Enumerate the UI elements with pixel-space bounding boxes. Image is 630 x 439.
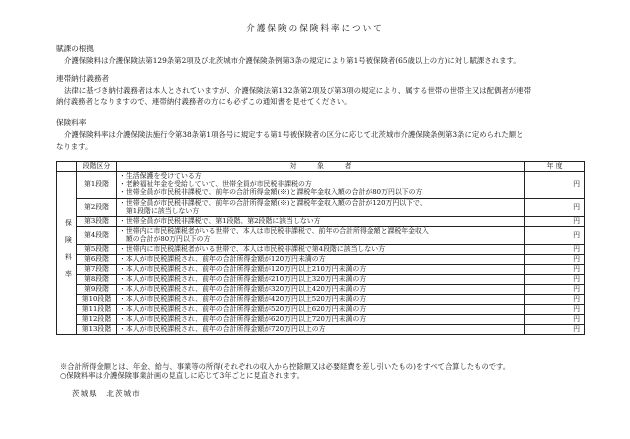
table-body [57, 172, 585, 335]
table-row [57, 217, 585, 227]
target-line: ・世帯全員が市民税非課税で、前年の合計所得金額(※)と課税年金収入額の合計が80万円以下の方 [119, 187, 423, 196]
amount-cell: 円 [525, 227, 585, 245]
page-title: 介護保険の保険料率について [246, 24, 384, 34]
stage-cell: 第9段階 [77, 285, 117, 295]
target-cell [117, 227, 525, 245]
stage-cell: 第13段階 [77, 325, 117, 335]
table-row [57, 295, 585, 305]
header-target: 対 象 者 [117, 162, 525, 172]
table-row [57, 172, 585, 199]
amount-cell: 円 [525, 265, 585, 275]
amount-cell: 円 [525, 275, 585, 285]
stage-cell: 第6段階 [77, 255, 117, 265]
target-cell [117, 217, 525, 227]
header-year: 年 度 [525, 162, 585, 172]
stage-cell: 第5段階 [77, 245, 117, 255]
target-line: ・世帯内に市民税課税者がいる世帯で、本人は市民税非課税で、前年の合計所得金額と課税年金収入 [119, 226, 429, 235]
target-line: ・世帯内に市民税課税者がいる世帯で、本人は市民税非課税で第4段階に該当しない方 [119, 244, 386, 253]
amount-cell: 円 [525, 285, 585, 295]
footnote-revision: ○保険料率は介護保険事業計画の見直しに応じて3年ごとに見直されます。 [60, 371, 304, 381]
amount-cell: 円 [525, 217, 585, 227]
target-line: ・本人が市民税課税され、前年の合計所得金額が210万円以上320万円未満の方 [119, 274, 367, 283]
section-body-rate-line1: 介護保険料率は介護保険法施行令第38条第1項各号に規定する第1号被保険者の区分に応じて北茨城市介護保険条例第3条に定められた額と [64, 130, 524, 139]
table-row [57, 227, 585, 245]
table-row [57, 315, 585, 325]
stage-cell: 第3段階 [77, 217, 117, 227]
issuer-signature: 茨城県 北茨城市 [72, 389, 141, 398]
target-cell [117, 285, 525, 295]
table-row [57, 265, 585, 275]
table-corner [57, 162, 77, 172]
table-row [57, 305, 585, 315]
amount-cell: 円 [525, 325, 585, 335]
amount-cell: 円 [525, 305, 585, 315]
amount-cell: 円 [525, 255, 585, 265]
target-cell [117, 245, 525, 255]
target-line: ・世帯全員が市民税非課税で、第1段階、第2段階に該当しない方 [119, 216, 321, 225]
target-line: ・本人が市民税課税され、前年の合計所得金額が120万円以上210万円未満の方 [119, 264, 367, 273]
amount-cell: 円 [525, 199, 585, 217]
table-row [57, 285, 585, 295]
section-body-joint-liability-line2: 納付義務者となりますので、連帯納付義務者の方にも必ずこの通知書を見せてください。 [56, 97, 352, 106]
section-heading-rate: 保険料率 [56, 118, 87, 127]
section-body-rate-line2: なります。 [56, 142, 93, 151]
stage-cell: 第7段階 [77, 265, 117, 275]
stage-cell: 第2段階 [77, 199, 117, 217]
stage-cell: 第8段階 [77, 275, 117, 285]
target-line: ・本人が市民税課税され、前年の合計所得金額が320万円以上420万円未満の方 [119, 284, 367, 293]
target-cell [117, 315, 525, 325]
table-row [57, 255, 585, 265]
amount-cell: 円 [525, 295, 585, 305]
amount-cell: 円 [525, 245, 585, 255]
target-cell [117, 172, 525, 199]
section-heading-joint-liability: 連帯納付義務者 [56, 74, 110, 83]
stage-cell: 第10段階 [77, 295, 117, 305]
section-body-basis: 介護保険料は介護保険法第129条第2項及び北茨城市介護保険条例第3条の規定により第1号被保険者(65歳以上の方)に対し賦課されます。 [64, 56, 521, 65]
target-line: ・老齢福祉年金を受給していて、世帯全員が市民税非課税の方 [119, 180, 312, 189]
table-row [57, 325, 585, 335]
premium-rate-table [56, 161, 585, 335]
footnote-income: ※合計所得金額とは、年金、給与、事業等の所得(それぞれの収入から控除額又は必要経費を差し引いたもの)をすべて合算したものです。 [60, 362, 511, 371]
table-row [57, 245, 585, 255]
stage-cell: 第11段階 [77, 305, 117, 315]
amount-cell: 円 [525, 172, 585, 199]
target-cell [117, 305, 525, 315]
target-line: 額の合計が80万円以下の方 [119, 234, 211, 243]
target-line: ・本人が市民税課税され、前年の合計所得金額が420万円以上520万円未満の方 [119, 294, 367, 303]
table-row [57, 199, 585, 217]
target-cell [117, 295, 525, 305]
target-line: ・本人が市民税課税され、前年の合計所得金額が620万円以上720万円未満の方 [119, 314, 367, 323]
footnotes [60, 362, 510, 380]
table-row [57, 275, 585, 285]
target-line: 第1段階に該当しない方 [119, 206, 200, 215]
target-cell [117, 265, 525, 275]
target-cell [117, 275, 525, 285]
target-line: ・本人が市民税課税され、前年の合計所得金額が520万円以上620万円未満の方 [119, 304, 367, 313]
target-line: ・世帯全員が市民税非課税で、前年の合計所得金額(※)と課税年金収入額の合計が120万円以下で、 [119, 198, 427, 207]
target-line: ・生活保護を受けている方 [119, 172, 202, 181]
target-cell [117, 325, 525, 335]
stage-cell: 第12段階 [77, 315, 117, 325]
target-cell [117, 255, 525, 265]
side-label: 保険料率 [57, 172, 77, 335]
target-line: ・本人が市民税課税され、前年の合計所得金額が720万円以上の方 [119, 324, 326, 333]
header-stage: 段階区分 [77, 162, 117, 172]
amount-cell: 円 [525, 315, 585, 325]
section-body-joint-liability-line1: 法律に基づき納付義務者は本人とされていますが、介護保険法第132条第2項及び第3項の規定により、属する世帯の世帯主又は配偶者が連帯 [64, 86, 531, 95]
section-heading-basis: 賦課の根拠 [56, 44, 94, 53]
target-line: ・本人が市民税課税され、前年の合計所得金額が120万円未満の方 [119, 254, 326, 263]
stage-cell: 第4段階 [77, 227, 117, 245]
stage-cell: 第1段階 [77, 172, 117, 199]
target-cell [117, 199, 525, 217]
